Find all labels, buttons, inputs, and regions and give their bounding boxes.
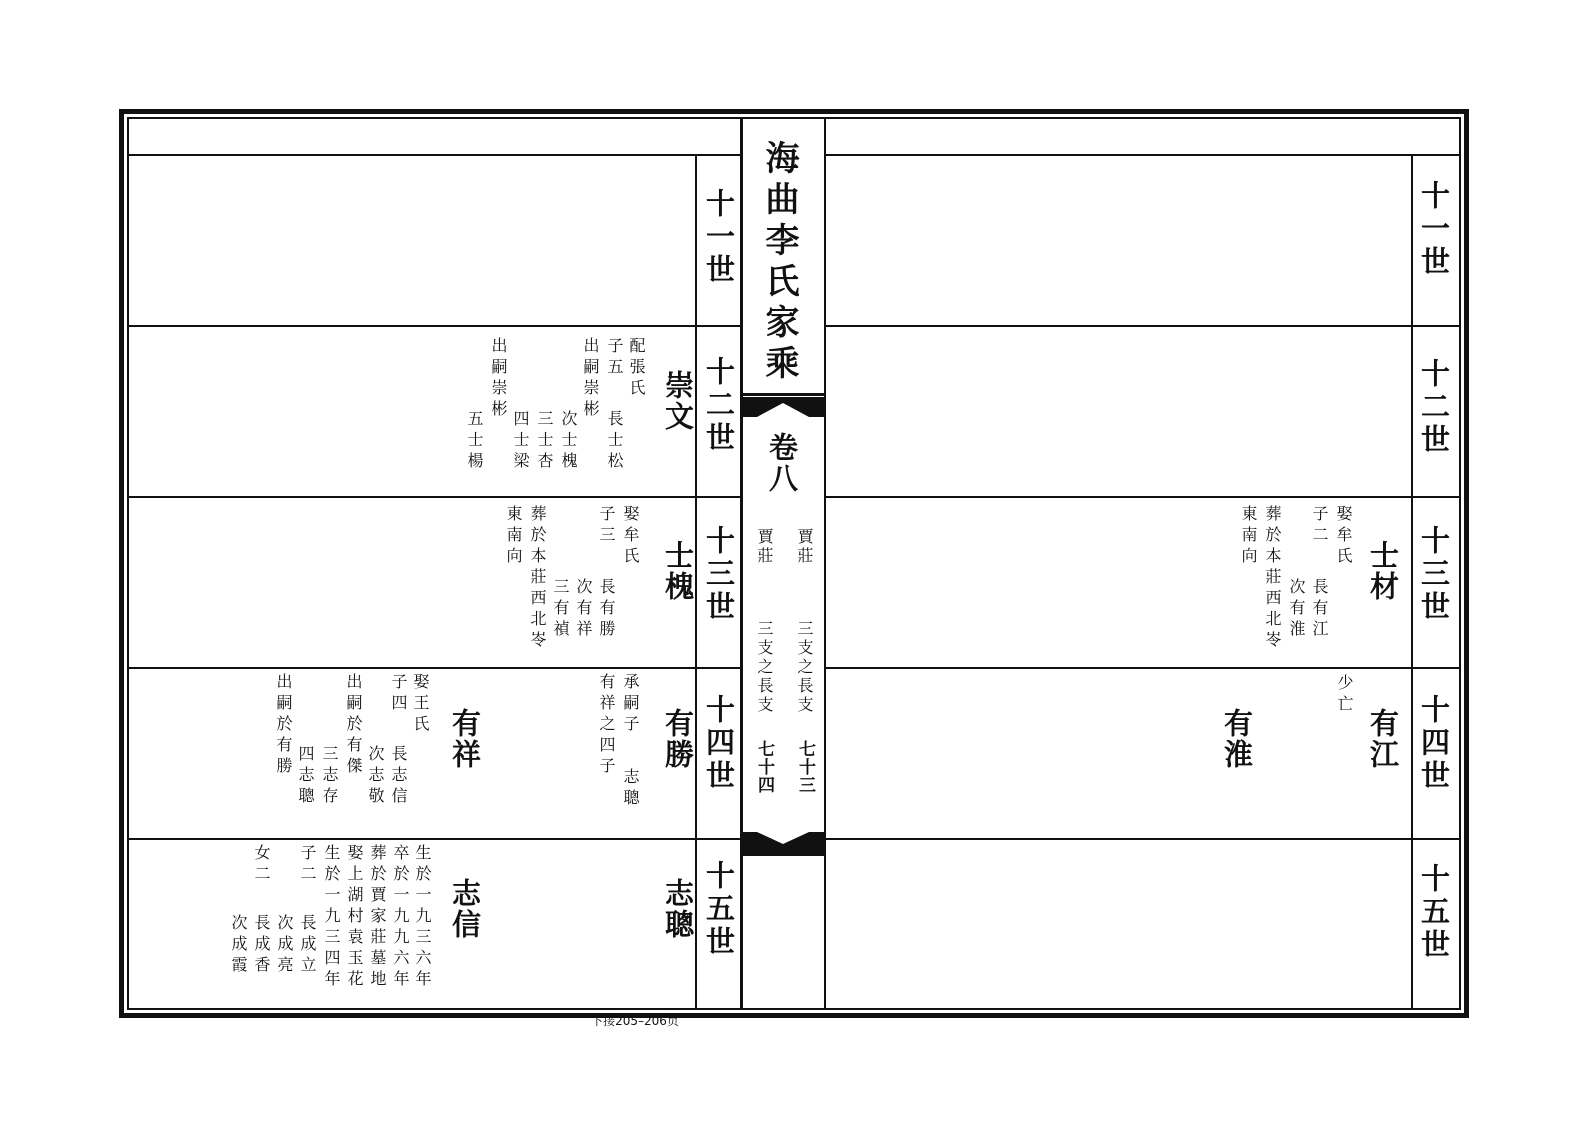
person-detail: 長成香 (252, 914, 271, 977)
generation-label: 十二世 (1417, 358, 1451, 457)
person-detail: 次成亮 (275, 914, 294, 977)
person-detail: 長成立 (298, 914, 317, 977)
row-divider-left (129, 667, 740, 669)
person-detail: 次有淮 (1287, 578, 1306, 641)
page-number-right: 七十三 (795, 740, 815, 794)
person-detail: 五士楊 (465, 410, 484, 473)
spine-left-line (740, 117, 743, 1010)
spine-place-right: 賈莊 (795, 528, 814, 566)
person-detail: 葬於本莊西北岺 (528, 505, 547, 652)
row-divider-right (826, 496, 1459, 498)
person-detail: 長志信 (389, 745, 408, 808)
person-name: 有江 (1366, 708, 1400, 770)
continuation-note: 下接205–206页 (591, 1014, 679, 1028)
person-detail: 少亡 (1335, 674, 1354, 716)
row-divider-right (826, 325, 1459, 327)
person-detail: 子四 (389, 673, 408, 715)
person-detail: 子五 (605, 337, 624, 379)
row-divider-right (826, 667, 1459, 669)
volume-label: 卷八 (765, 432, 799, 494)
spine-branch-right: 三支之長支 (795, 620, 814, 715)
person-detail: 次志敬 (366, 745, 385, 808)
person-detail: 三有禎 (551, 578, 570, 641)
person-detail: 女二 (252, 844, 271, 886)
person-detail: 出嗣於有傑 (344, 673, 363, 778)
generation-label: 十五世 (702, 860, 736, 959)
person-detail: 出嗣崇彬 (489, 337, 508, 421)
generation-label: 十四世 (1417, 694, 1451, 793)
person-name: 士槐 (661, 540, 695, 602)
person-detail: 長士松 (605, 410, 624, 473)
row-divider-left (129, 325, 740, 327)
row-divider-left (129, 838, 740, 840)
person-detail: 娶牟氏 (621, 505, 640, 568)
person-detail: 長有江 (1310, 578, 1329, 641)
person-detail: 三士杏 (535, 410, 554, 473)
row-divider-right (826, 838, 1459, 840)
person-detail: 子二 (1310, 505, 1329, 547)
spine-right-line (824, 117, 826, 1010)
person-detail: 娶上湖村袁玉花 (345, 844, 364, 991)
page-number-left: 七十四 (754, 740, 774, 794)
person-name: 士材 (1366, 540, 1400, 602)
spine-bar-top (743, 393, 824, 396)
person-name: 崇文 (661, 370, 695, 432)
spine-branch-left: 三支之長支 (755, 620, 774, 715)
person-name: 有祥 (448, 708, 482, 770)
generation-label: 十二世 (702, 356, 736, 455)
gen-col-line-left (695, 154, 697, 1010)
person-detail: 生於一九三六年 (413, 844, 432, 991)
person-detail: 東南向 (1239, 505, 1258, 568)
person-detail: 葬於本莊西北岺 (1263, 505, 1282, 652)
person-name: 有勝 (661, 708, 695, 770)
header-line-left (129, 154, 740, 156)
generation-label: 十四世 (702, 694, 736, 793)
spine-place-left: 賈莊 (755, 528, 774, 566)
person-detail: 長有勝 (597, 578, 616, 641)
generation-label: 十三世 (1417, 525, 1451, 624)
person-detail: 娶王氏 (411, 673, 430, 736)
header-line-right (826, 154, 1459, 156)
person-detail: 子三 (597, 505, 616, 547)
generation-label: 十五世 (1417, 863, 1451, 962)
generation-label: 十三世 (702, 525, 736, 624)
person-detail: 有祥之四子 (597, 673, 616, 778)
person-detail: 四士梁 (511, 410, 530, 473)
person-detail: 次有祥 (574, 578, 593, 641)
person-detail: 生於一九三四年 (322, 844, 341, 991)
row-divider-left (129, 496, 740, 498)
fishtail-bottom (743, 830, 824, 852)
genealogy-title: 海曲李氏家乘 (759, 140, 799, 386)
person-name: 志聰 (661, 878, 695, 940)
person-detail: 卒於一九九六年 (391, 844, 410, 991)
fishtail-top (743, 397, 824, 419)
spine-bar-bottom (743, 852, 824, 856)
person-detail: 次成霞 (229, 914, 248, 977)
generation-label: 十一世 (1417, 180, 1451, 279)
gen-col-line-right (1411, 154, 1413, 1010)
person-detail: 葬於賈家莊墓地 (368, 844, 387, 991)
person-detail: 配張氏 (627, 337, 646, 400)
person-name: 有淮 (1220, 708, 1254, 770)
person-detail: 三志存 (320, 745, 339, 808)
person-detail: 出嗣於有勝 (274, 673, 293, 778)
person-detail: 出嗣崇彬 (581, 337, 600, 421)
person-detail: 四志聰 (296, 745, 315, 808)
generation-label: 十一世 (702, 188, 736, 287)
person-detail: 承嗣子 (621, 673, 640, 736)
person-detail: 次士槐 (559, 410, 578, 473)
person-name: 志信 (448, 878, 482, 940)
person-detail: 志聰 (621, 768, 640, 810)
person-detail: 娶牟氏 (1334, 505, 1353, 568)
person-detail: 東南向 (504, 505, 523, 568)
person-detail: 子二 (298, 844, 317, 886)
